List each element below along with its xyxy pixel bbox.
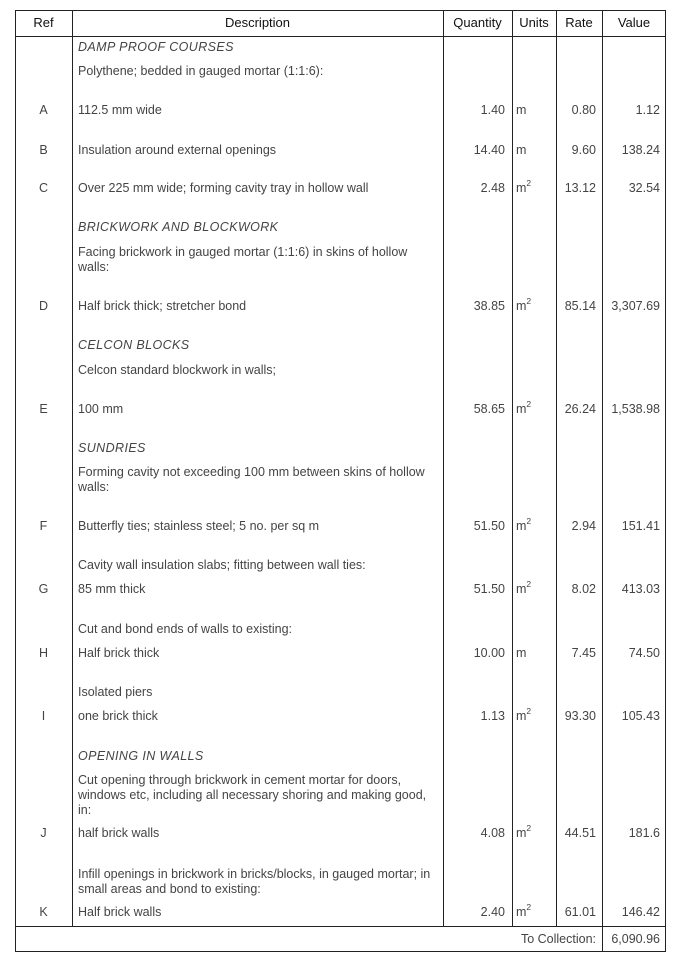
item-unit: m — [516, 143, 527, 157]
item-rate: 85.14 — [564, 299, 596, 313]
item-ref: F — [39, 519, 48, 533]
item-quantity: 2.48 — [480, 181, 505, 195]
section-heading-damp-proof: DAMP PROOF COURSES — [78, 40, 234, 54]
item-value: 138.24 — [621, 143, 660, 157]
item-rate: 0.80 — [571, 103, 596, 117]
item-quantity: 51.50 — [473, 519, 505, 533]
item-rate: 93.30 — [564, 709, 596, 723]
item-unit: $m^2$ — [516, 177, 532, 195]
bill-of-quantities-sheet — [15, 10, 666, 952]
item-description: Over 225 mm wide; forming cavity tray in hollow wall — [78, 181, 369, 195]
item-rate: 9.60 — [571, 143, 596, 157]
item-description: half brick walls — [78, 826, 160, 840]
item-unit: $m^2$ — [516, 578, 532, 596]
item-ref: B — [39, 143, 48, 157]
item-ref: D — [38, 299, 49, 313]
item-rate: 2.94 — [571, 519, 596, 533]
item-rate: 13.12 — [564, 181, 596, 195]
item-description: Half brick thick — [78, 646, 160, 660]
item-value: 105.43 — [621, 709, 660, 723]
item-description: Half brick thick; stretcher bond — [78, 299, 247, 313]
item-quantity: 2.40 — [480, 905, 505, 919]
header-rate: Rate — [565, 15, 593, 30]
note-infill-openings: Infill openings in brickwork in bricks/blocks, in gauged mortar; in small areas and bond to existing: — [78, 867, 431, 896]
item-quantity: 14.40 — [473, 143, 505, 157]
item-value: 413.03 — [621, 582, 660, 596]
item-quantity: 10.00 — [473, 646, 505, 660]
item-value: 146.42 — [621, 905, 660, 919]
section-heading-celcon: CELCON BLOCKS — [78, 338, 190, 352]
note-celcon-standard: Celcon standard blockwork in walls; — [78, 363, 277, 377]
note-forming-cavity: Forming cavity not exceeding 100 mm between skins of hollow walls: — [78, 465, 425, 494]
item-quantity: 51.50 — [473, 582, 505, 596]
item-quantity: 58.65 — [473, 402, 505, 416]
item-ref: I — [41, 709, 46, 723]
column-divider-rate — [602, 10, 603, 952]
item-unit: $m^2$ — [516, 295, 532, 313]
item-description: one brick thick — [78, 709, 158, 723]
column-divider-ref — [72, 10, 73, 926]
item-description: 112.5 mm wide — [78, 103, 162, 117]
item-quantity: 1.13 — [480, 709, 505, 723]
item-rate: 8.02 — [571, 582, 596, 596]
item-description: 85 mm thick — [78, 582, 146, 596]
item-ref: E — [39, 402, 48, 416]
item-unit: $m^2$ — [516, 515, 532, 533]
item-rate: 44.51 — [564, 826, 596, 840]
item-description: Half brick walls — [78, 905, 162, 919]
footer-divider — [15, 926, 666, 927]
item-value: 151.41 — [621, 519, 660, 533]
item-unit: $m^2$ — [516, 822, 532, 840]
item-description: Butterfly ties; stainless steel; 5 no. per sq m — [78, 519, 320, 533]
item-value: 1.12 — [635, 103, 660, 117]
section-heading-brickwork: BRICKWORK AND BLOCKWORK — [78, 220, 279, 234]
item-value: 74.50 — [628, 646, 660, 660]
note-cavity-insulation: Cavity wall insulation slabs; fitting between wall ties: — [78, 558, 366, 572]
column-divider-quantity — [512, 10, 513, 926]
item-unit: $m^2$ — [516, 398, 532, 416]
item-unit: $m^2$ — [516, 901, 532, 919]
header-description: Description — [224, 15, 291, 30]
header-units: Units — [519, 15, 549, 30]
item-description: 100 mm — [78, 402, 124, 416]
item-description: Insulation around external openings — [78, 143, 277, 157]
column-divider-description — [443, 10, 444, 926]
item-value: 181.6 — [628, 826, 660, 840]
item-unit: $m^2$ — [516, 705, 532, 723]
item-ref: G — [38, 582, 49, 596]
note-isolated-piers: Isolated piers — [78, 685, 153, 699]
header-divider — [15, 36, 666, 37]
item-quantity: 38.85 — [473, 299, 505, 313]
item-ref: C — [38, 181, 49, 195]
column-divider-units — [556, 10, 557, 926]
item-rate: 26.24 — [564, 402, 596, 416]
header-ref: Ref — [33, 15, 54, 30]
collection-total: 6,090.96 — [611, 932, 660, 946]
item-unit: m — [516, 103, 527, 117]
collection-label: To Collection: — [520, 932, 596, 946]
section-heading-opening: OPENING IN WALLS — [78, 749, 204, 763]
item-ref: J — [40, 826, 47, 840]
item-quantity: 1.40 — [480, 103, 505, 117]
item-value: 1,538.98 — [611, 402, 660, 416]
note-cut-opening: Cut opening through brickwork in cement mortar for doors, windows etc, including all necessary shoring and making good, in: — [78, 773, 427, 817]
header-quantity: Quantity — [453, 15, 502, 30]
note-facing-brickwork: Facing brickwork in gauged mortar (1:1:6) in skins of hollow walls: — [78, 245, 408, 274]
item-rate: 7.45 — [571, 646, 596, 660]
section-heading-sundries: SUNDRIES — [78, 441, 146, 455]
item-quantity: 4.08 — [480, 826, 505, 840]
item-rate: 61.01 — [564, 905, 596, 919]
item-ref: A — [39, 103, 48, 117]
item-ref: K — [39, 905, 48, 919]
note-polythene: Polythene; bedded in gauged mortar (1:1:6): — [78, 64, 324, 78]
item-ref: H — [38, 646, 49, 660]
item-unit: m — [516, 646, 527, 660]
note-cut-and-bond: Cut and bond ends of walls to existing: — [78, 622, 293, 636]
header-value: Value — [617, 15, 651, 30]
item-value: 32.54 — [628, 181, 660, 195]
item-value: 3,307.69 — [611, 299, 660, 313]
